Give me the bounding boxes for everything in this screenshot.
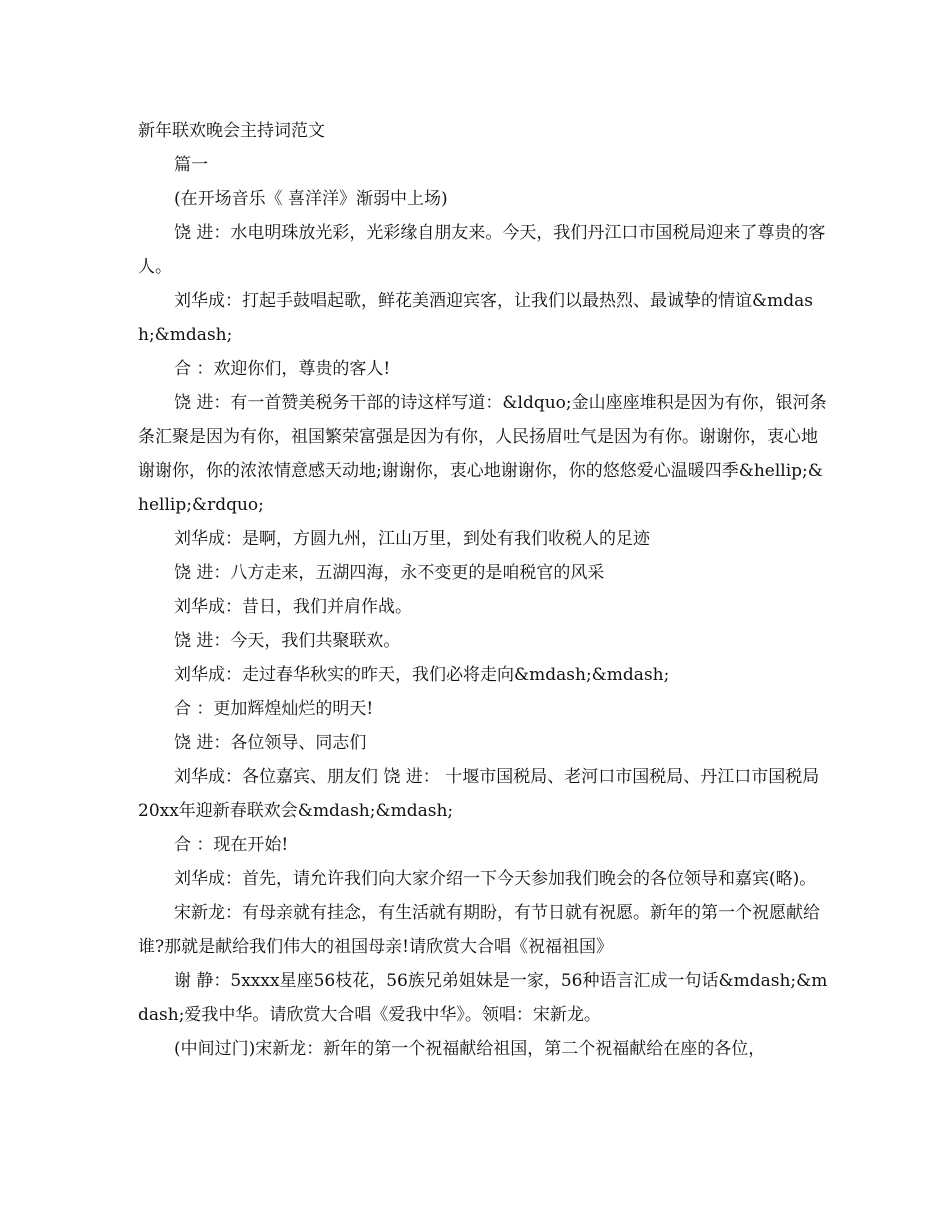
paragraph: 谢 静：5xxxx星座56枝花，56族兄弟姐妹是一家，56种语言汇成一句话&mdash;&mdash;爱我中华。请欣赏大合唱《爱我中华》。领唱：宋新龙。 [138,971,828,1025]
paragraph: 刘华成：昔日，我们并肩作战。 [174,597,412,617]
paragraph: 刘华成：各位嘉宾、朋友们 饶 进： 十堰市国税局、老河口市国税局、丹江口市国税局20xx年迎新春联欢会&mdash;&mdash; [138,767,820,821]
paragraph: 饶 进：各位领导、同志们 [174,733,367,753]
paragraph: 宋新龙：有母亲就有挂念，有生活就有期盼，有节日就有祝愿。新年的第一个祝愿献给谁?那就是献给我们伟大的祖国母亲!请欣赏大合唱《祝福祖国》 [138,903,820,957]
document-title: 新年联欢晚会主持词范文 [138,121,325,141]
paragraph: 刘华成：打起手鼓唱起歌，鲜花美酒迎宾客，让我们以最热烈、最诚挚的情谊&mdash;&mdash; [138,291,813,345]
paragraph: 饶 进：有一首赞美税务干部的诗这样写道：&ldquo;金山座座堆积是因为有你，银河条条汇聚是因为有你，祖国繁荣富强是因为有你，人民扬眉吐气是因为有你。谢谢你，衷心地谢谢你，你的浓浓情意感天动地;谢谢你，衷心地谢谢你，你的悠悠爱心温暖四季&hellip;&hellip;&rdquo; [138,393,827,515]
paragraph: 饶 进：今天，我们共聚联欢。 [174,631,401,651]
paragraph: 刘华成：走过春华秋实的昨天，我们必将走向&mdash;&mdash; [174,665,670,685]
paragraph: 合 ：欢迎你们，尊贵的客人! [174,359,391,379]
paragraph-section-heading: 篇一 [174,155,208,175]
document-body [138,114,828,1066]
paragraph: (中间过门)宋新龙：新年的第一个祝福献给祖国，第二个祝福献给在座的各位， [174,1039,766,1059]
paragraph: 饶 进：八方走来，五湖四海，永不变更的是咱税官的风采 [174,563,605,583]
paragraph: 刘华成：是啊，方圆九州，江山万里，到处有我们收税人的足迹 [174,529,650,549]
paragraph: 合 ：更加辉煌灿烂的明天! [174,699,374,719]
paragraph: 合 ：现在开始! [174,835,289,855]
paragraph: 刘华成：首先，请允许我们向大家介绍一下今天参加我们晚会的各位领导和嘉宾(略)。 [174,869,817,889]
paragraph-stage-direction: (在开场音乐《 喜洋洋》渐弱中上场) [174,189,448,209]
paragraph: 饶 进：水电明珠放光彩，光彩缘自朋友来。今天，我们丹江口市国税局迎来了尊贵的客人。 [138,223,826,277]
